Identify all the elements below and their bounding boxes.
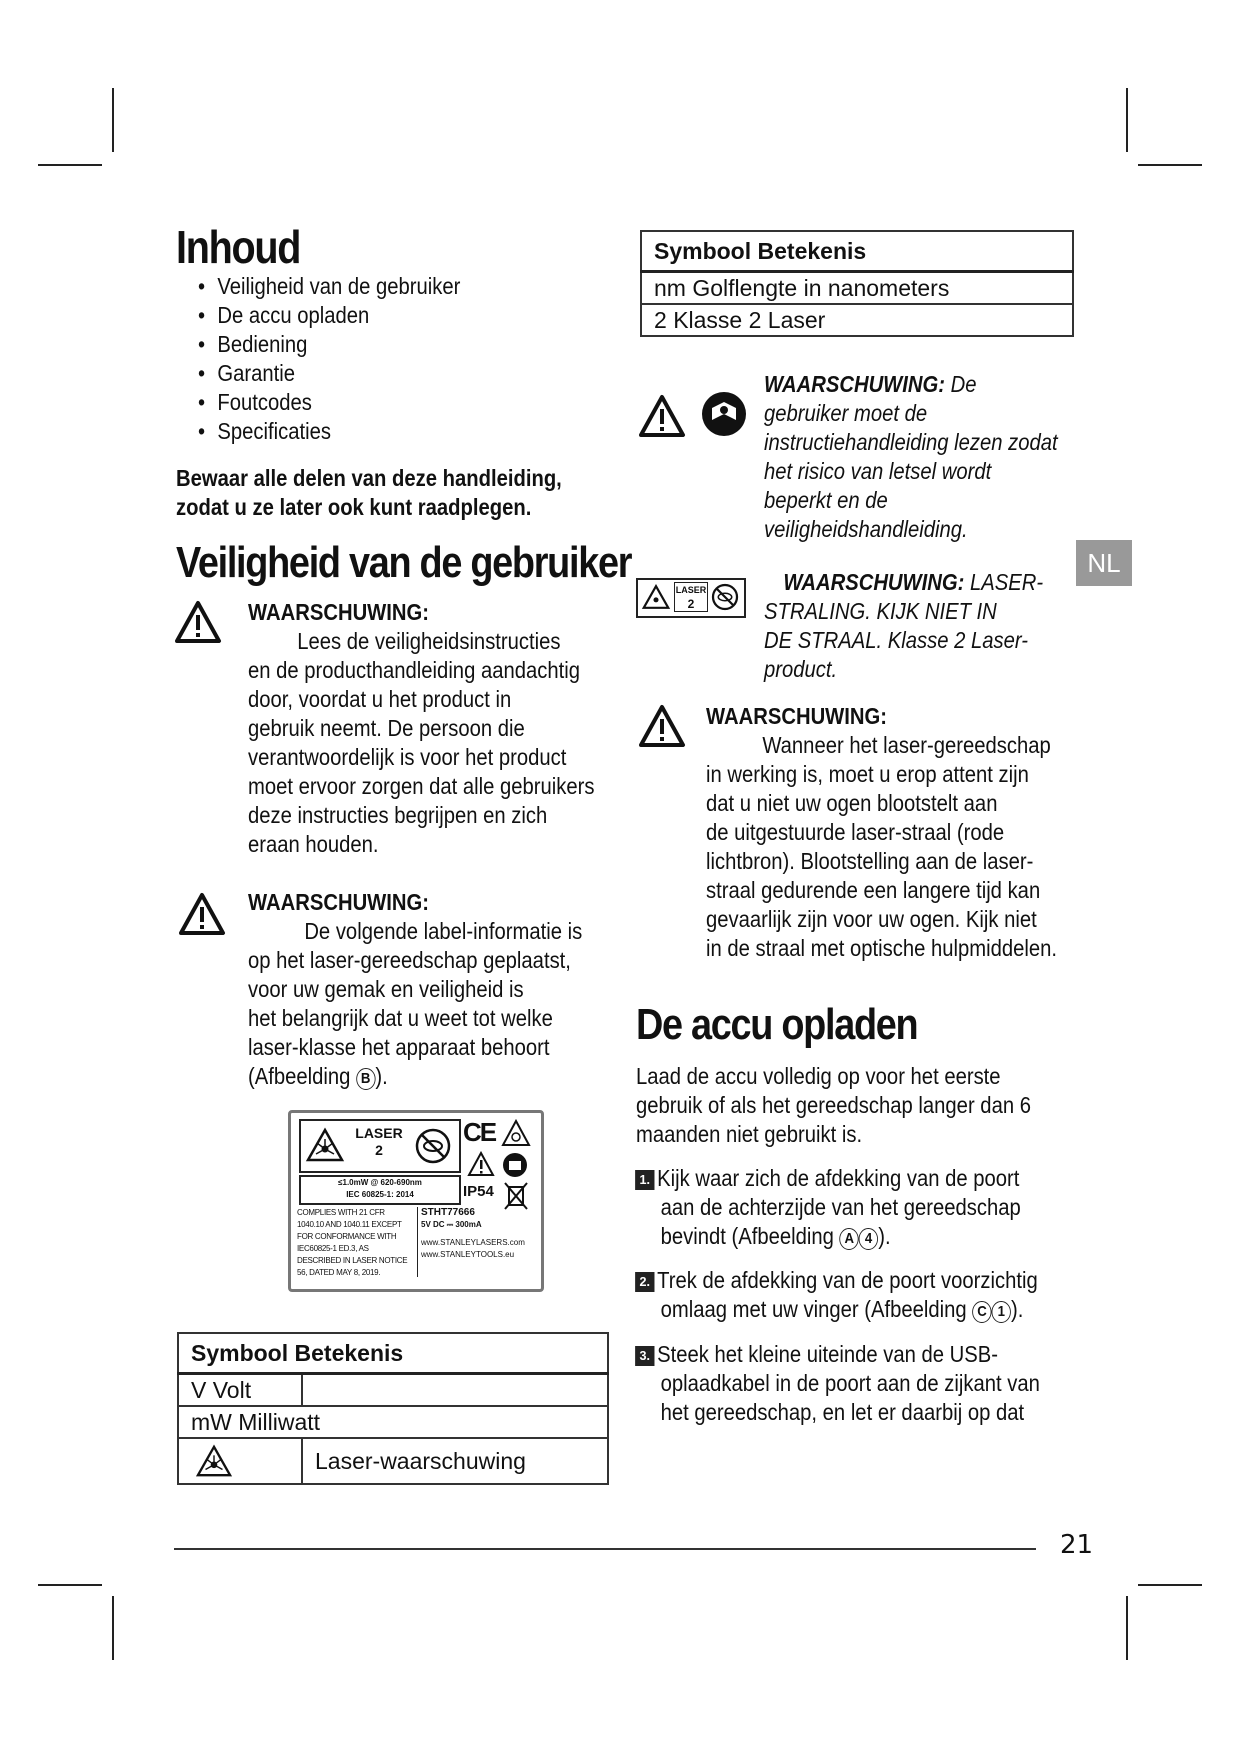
toc-list bbox=[198, 272, 460, 446]
table-header: Symbool Betekenis bbox=[178, 1333, 608, 1374]
read-manual-icon bbox=[501, 1151, 529, 1179]
laser-warning-icon bbox=[195, 1444, 233, 1478]
read-manual-icon bbox=[700, 390, 748, 438]
warning-3: WAARSCHUWING: Wanneer het laser-gereedschap in werking is, moet u erop attent zijn dat u niet uw ogen blootstelt aan de uitgestuurde laser-straal (rode lichtbron). Blootstelling aan de laser- straal gedurende een langere tijd kan gevaarlijk zijn voor uw ogen. Kijk niet in de straal met optische hulpmiddelen. bbox=[706, 703, 1058, 961]
laser-hazard-icon bbox=[305, 1127, 345, 1163]
no-eye-icon bbox=[413, 1127, 453, 1165]
figure-letter: B bbox=[356, 1068, 375, 1090]
crop-mark bbox=[1126, 88, 1128, 152]
figure-ref: (Afbeelding B ). bbox=[248, 1063, 388, 1089]
laser-spec-box: ≤1.0mW @ 620-690nm IEC 60825-1: 2014 bbox=[299, 1175, 461, 1205]
warning-1: WAARSCHUWING: Lees de veiligheidsinstructies en de producthandleiding aandachtig door, voordat u het product in gebruik neemt. De persoon die verantwoordelijk is voor het product moet ervoor zorgen dat alle gebruikers deze instructies begrijpen en zich eraan houden. bbox=[248, 599, 595, 857]
recycle-icon bbox=[501, 1119, 531, 1147]
no-eye-icon bbox=[710, 582, 740, 612]
figure-number: 4 bbox=[859, 1228, 878, 1250]
laser-class-box: LASER 2 bbox=[299, 1119, 461, 1173]
toc-item[interactable]: • Veiligheid van de gebruiker bbox=[198, 272, 460, 301]
model-info: STHT77666 5V DC ⎓ 300mA www.STANLEYLASERS.com www.STANLEYTOOLS.eu bbox=[421, 1207, 525, 1259]
crop-mark bbox=[1126, 1596, 1128, 1660]
toc-item[interactable]: • De accu opladen bbox=[198, 301, 460, 330]
safety-title: Veiligheid van de gebruiker bbox=[176, 538, 632, 587]
symbol-table-2 bbox=[640, 230, 1074, 337]
table-row: 2 Klasse 2 Laser bbox=[641, 304, 1073, 336]
warning-triangle-icon bbox=[467, 1151, 495, 1177]
laser-class-label: LASER 2 bbox=[636, 578, 746, 618]
crop-mark bbox=[1138, 164, 1202, 166]
step-number: 2. bbox=[635, 1272, 654, 1292]
warning-laser-radiation: WAARSCHUWING: LASER- STRALING. KIJK NIET IN DE STRAAL. Klasse 2 Laser- product. bbox=[764, 569, 1044, 682]
page-number: 21 bbox=[1060, 1530, 1094, 1560]
figure-letter: C bbox=[972, 1301, 991, 1323]
ce-mark: CE bbox=[463, 1117, 496, 1147]
ip-rating: IP54 bbox=[463, 1183, 494, 1200]
crop-mark bbox=[38, 164, 102, 166]
table-row: Laser-waarschuwing bbox=[178, 1438, 608, 1484]
crop-mark bbox=[112, 1596, 114, 1660]
step-number: 3. bbox=[635, 1346, 654, 1366]
table-row: mW Milliwatt bbox=[178, 1406, 608, 1438]
toc-title: Inhoud bbox=[176, 221, 301, 273]
warning-read-manual: WAARSCHUWING: De gebruiker moet de instructiehandleiding lezen zodat het risico van letsel wordt beperkt en de veiligheidshandleiding. bbox=[764, 371, 1058, 542]
warning-triangle-icon bbox=[638, 394, 686, 438]
warning-triangle-icon bbox=[638, 704, 686, 748]
toc-item[interactable]: • Garantie bbox=[198, 359, 460, 388]
crop-mark bbox=[1138, 1584, 1202, 1586]
crop-mark bbox=[112, 88, 114, 152]
table-header: Symbool Betekenis bbox=[641, 231, 1073, 272]
toc-item[interactable]: • Foutcodes bbox=[198, 388, 460, 417]
language-tab: NL bbox=[1076, 540, 1132, 586]
crop-mark bbox=[38, 1584, 102, 1586]
table-row: V Volt bbox=[178, 1374, 608, 1407]
warning-2: WAARSCHUWING: De volgende label-informatie is op het laser-gereedschap geplaatst, voor uw gemak en veiligheid is het belangrijk dat u weet tot welke laser-klasse het apparaat behoort (Afbeelding B ). bbox=[248, 889, 583, 1089]
compliance-text: COMPLIES WITH 21 CFR 1040.10 AND 1040.11 EXCEPT FOR CONFORMANCE WITH IEC60825-1 ED.3, AS DESCRIBED IN LASER NOTICE 56, DATED MAY 8, 2019. bbox=[297, 1208, 408, 1277]
laser-hazard-icon bbox=[641, 584, 671, 610]
symbol-table-1 bbox=[177, 1332, 609, 1485]
warning-triangle-icon bbox=[178, 892, 226, 936]
warning-triangle-icon bbox=[174, 600, 222, 644]
footer-rule bbox=[174, 1548, 1036, 1550]
battery-step-1: 1. Kijk waar zich de afdekking van de poort aan de achterzijde van het gereedschap bevindt (Afbeelding A 4 ). bbox=[636, 1164, 1021, 1251]
save-note: Bewaar alle delen van deze handleiding, zodat u ze later ook kunt raadplegen. bbox=[176, 465, 562, 520]
toc-item[interactable]: • Bediening bbox=[198, 330, 460, 359]
battery-title: De accu opladen bbox=[636, 1000, 918, 1049]
toc-item[interactable]: • Specificaties bbox=[198, 417, 460, 446]
table-row: nm Golflengte in nanometers bbox=[641, 272, 1073, 305]
step-number: 1. bbox=[635, 1170, 654, 1190]
laser-label-figure bbox=[288, 1110, 544, 1292]
battery-intro: Laad de accu volledig op voor het eerste gebruik of als het gereedschap langer dan 6 maanden niet gebruikt is. bbox=[636, 1063, 1031, 1147]
figure-number: 1 bbox=[992, 1301, 1011, 1323]
figure-letter: A bbox=[840, 1228, 859, 1250]
battery-step-2: 2. Trek de afdekking van de poort voorzichtig omlaag met uw vinger (Afbeelding C 1 ). bbox=[636, 1266, 1038, 1324]
battery-step-3: 3. Steek het kleine uiteinde van de USB- oplaadkabel in de poort aan de zijkant van het gereedschap, en let er daarbij op dat bbox=[636, 1340, 1040, 1427]
